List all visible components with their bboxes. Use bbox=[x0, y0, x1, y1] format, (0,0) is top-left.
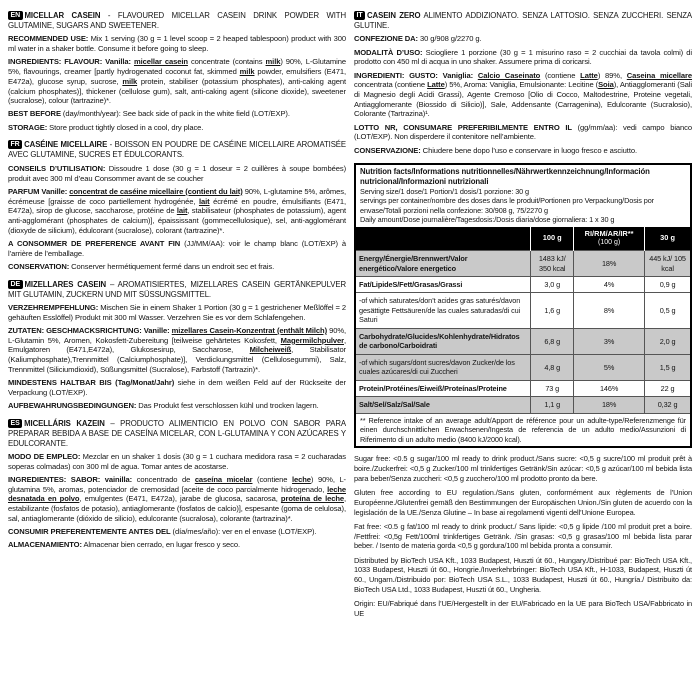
allergen-text: milk bbox=[122, 76, 138, 86]
paragraph bbox=[8, 262, 346, 272]
section-title: MIZELLARES CASEIN bbox=[24, 279, 107, 289]
section-heading bbox=[354, 11, 692, 31]
nutrition-servings-per-container: servings per container/nombre des doses dans le produit/Portionen pro Verpackung/Dosis por envase/Totali porzioni nella confezione: 30/908 g, 75/2270 g bbox=[360, 196, 654, 215]
left-column bbox=[8, 11, 346, 692]
text-run: concentrado de bbox=[136, 475, 195, 484]
text-run: MODALITÀ D’USO: bbox=[354, 47, 423, 57]
right-sections bbox=[354, 11, 692, 155]
allergen-text: proteína de leche bbox=[280, 494, 344, 504]
nutrition-row bbox=[356, 380, 690, 396]
text-run: (gg/mm/aa): vedi campo bianco (LOT/EXP). Non disperdere il contenitore nell’ambiente. bbox=[354, 122, 692, 142]
text-run: MINDESTENS HALTBAR BIS (Tag/Monat/Jahr) bbox=[8, 378, 175, 387]
allergen-text: milk bbox=[239, 67, 255, 77]
text-run: INGREDIENTS: FLAVOUR: Vanilla: bbox=[8, 57, 134, 67]
nutrition-label-column-header bbox=[356, 227, 531, 251]
paragraph bbox=[354, 123, 692, 142]
section-heading bbox=[8, 140, 346, 160]
allergen-text: milk bbox=[265, 57, 281, 67]
nutrition-column-header bbox=[574, 227, 645, 251]
nutrition-table bbox=[356, 227, 690, 413]
fat-free-note: Fat free: <0.5 g fat/100 ml ready to drink product./ Sans lipide: <0,5 g lipide /100 ml produit pret a boire. /Fettfrei: <0,5g Fett/100ml trinkfertiges Getränk. /Sin grasas: <0,5 g grasas/100 ml bebida lista parar beber. / Isento de materia gorda <0,5 g gordura/100 ml bebida pronta a consumir. bbox=[354, 521, 692, 551]
nutrition-row bbox=[356, 276, 690, 292]
text-run: protein, stabiliser (potassium phosphates), anti-caking agent (calcium phosphates)], thickener (cellulose gum), salt, anti-caking agent (silicone dioxide), sweetener (sucralose), colour (tartrazine)*. bbox=[8, 76, 346, 106]
text-run: Mezclar en un shaker 1 dosis (30 g = 1 cuchara medidora rasa = 2 cucharadas soperas colmadas) con 300 ml de agua. Tomar antes de acostarse. bbox=[8, 452, 346, 471]
text-run: , emulgentes (E471, E472a), jarabe de glucosa, sacarosa, bbox=[79, 494, 281, 504]
allergen-text: Milcheiweiß bbox=[249, 345, 292, 355]
allergen-text: leche desnatada en polvo bbox=[8, 484, 346, 504]
value-per-30g: 2,0 g bbox=[645, 328, 690, 354]
allergen-text: lait bbox=[176, 206, 188, 216]
paragraph bbox=[8, 187, 346, 236]
lang-badge-en: EN bbox=[8, 11, 23, 20]
text-run: Mix 1 serving (30 g = 1 level scoop = 2 heaped tablespoon) product with 300 ml water in a shaker bottle. Consume it before going to sleep. bbox=[8, 34, 347, 54]
text-run: RECOMMENDED USE: bbox=[8, 34, 89, 44]
paragraph bbox=[8, 452, 346, 471]
section-heading bbox=[8, 280, 346, 300]
column-header-main: 100 g bbox=[542, 232, 562, 242]
nutrition-row bbox=[356, 251, 690, 277]
text-run: PARFUM Vanille: bbox=[8, 186, 70, 196]
text-run: LOTTO NR, CONSUMARE PREFERIBILMENTE ENTRO IL bbox=[354, 122, 572, 132]
text-run: ), Antiagglomeranti (Sali di Magnesio degli Acidi Grassi), Agente Cremoso [Olio di Cocco, Maltodestrine, Proteine vegetali, Antiagglomerante (Biossido di Silicio)], Sale, Addensante (Carragenina), Edulcorante (Sucralosio), Colorante (Tartrazina)¹. bbox=[354, 80, 692, 119]
text-run: Sciogliere 1 porzione (30 g = 1 misurino raso = 2 cucchiai da tavola colmi) di prodotto con 450 ml di acqua in uno shaker. Assumere prima di coricarsi. bbox=[354, 47, 692, 67]
section-en bbox=[8, 11, 346, 132]
paragraph bbox=[8, 57, 346, 106]
value-per-30g: 0,32 g bbox=[645, 397, 690, 413]
text-run: (JJ/MM/AA): voir le champ blanc (LOT/EXP) à l’arrière de l’emballage. bbox=[8, 238, 346, 258]
nutrient-label: -of which sugars/dont sucres/davon Zucker/de los cuales azúcares/di cui Zuccheri bbox=[356, 354, 531, 380]
reference-intake-percent: 3% bbox=[574, 328, 645, 354]
text-run: siehe in dem weißen Feld auf der Rückseite der Verpackung (LOT/EXP). bbox=[8, 378, 346, 397]
text-run: STORAGE: bbox=[8, 122, 48, 132]
text-run: 90%, L-Glutamin 5%, Aromen, Kokosfett-Zubereitung [teilweise gehärtetes Kokosfett, bbox=[8, 325, 346, 345]
paragraph bbox=[8, 475, 346, 524]
text-run: (contiene bbox=[540, 70, 581, 80]
reference-intake-percent: 4% bbox=[574, 276, 645, 292]
text-run: , estabilizante (fosfatos de potasio), antiaglomerante (fosfatos de calcio)], espesante (goma de celulosa), sal, antiaglomerante (dióxido de silicio), edulcorante (sucralosa), colorante (tartrazina)*. bbox=[8, 494, 347, 523]
section-heading bbox=[8, 419, 346, 449]
reference-intake-percent: 18% bbox=[574, 251, 645, 277]
paragraph bbox=[8, 326, 346, 375]
text-run: Mischen Sie in einem Shaker 1 Portion (30 g = 1 gestrichener Meßlöffel = 2 gehäuften Esslöffel) Produkt mit 300 ml Wasser. Verzehren Sie es vor dem Schlafengehen. bbox=[8, 302, 346, 322]
lang-badge-fr: FR bbox=[8, 140, 22, 149]
section-title-separator: - bbox=[100, 11, 118, 20]
section-es bbox=[8, 419, 346, 550]
value-per-30g: 0,5 g bbox=[645, 293, 690, 328]
text-run: powder, emulsifiers (E471, E472a), glucose syrup, sucrose, bbox=[8, 67, 346, 86]
text-run: (day/month/year): See back side of pack in the white field (LOT/EXP). bbox=[60, 109, 290, 119]
text-run: ZUTATEN: GESCHMACKSRICHTUNG: Vanille: bbox=[8, 325, 172, 335]
text-run: CONSERVATION: bbox=[8, 261, 70, 271]
paragraph bbox=[354, 71, 692, 120]
allergen-text: leche bbox=[292, 475, 311, 484]
reference-intake-percent: 8% bbox=[574, 293, 645, 328]
section-de bbox=[8, 280, 346, 411]
text-run: VERZEHREMPFEHLUNG: bbox=[8, 302, 99, 312]
section-title: MICELLAR CASEIN bbox=[24, 11, 101, 20]
allergen-text: concentrat de caséine micellaire (contient du lait) bbox=[69, 186, 243, 196]
section-title: CASEIN ZERO bbox=[367, 11, 421, 20]
column-header-sub: (100 g) bbox=[598, 238, 621, 246]
text-run: Dissoudre 1 dose (30 g = 1 doseur = 2 cuillères à soupe bombées) produit avec 300 ml d’eau Consommer avant de se coucher bbox=[8, 163, 346, 183]
sugar-free-note: Sugar free: <0.5 g sugar/100 ml ready to drink product./Sans sucre: <0,5 g sucre/100 ml produit prêt à boire./Zuckerfrei: <0,5 g Zucker/100 ml trinkfertiges Getränk/Sin azúcar: <0,5 g azúcar/100 ml bebida lista para beber/Senza zuccheri: <0,5 g zucchero/100 ml prodotto pronto da bere. bbox=[354, 454, 692, 483]
section-it bbox=[354, 11, 692, 155]
value-per-30g: 1,5 g bbox=[645, 354, 690, 380]
text-run: CONSUMIR PREFERENTEMENTE ANTES DEL bbox=[8, 527, 171, 537]
nutrition-footnote: ** Reference intake of an average adult/Apport de référence pour un adulte-type/Referenzmenge für einen durchschnittlichen Erwachsenen/Ingesta de referencia de un adulto medio/Assunzioni di Riferimento di un adulto medio (8400 kJ/2000 kcal). bbox=[356, 413, 690, 446]
right-column bbox=[354, 11, 692, 692]
text-run: Store product tightly closed in a cool, dry place. bbox=[47, 122, 204, 132]
text-run: Almacenar bien cerrado, en lugar fresco y seco. bbox=[81, 540, 241, 550]
nutrition-table-head bbox=[356, 227, 690, 251]
text-run: , stabilisateur (phosphates de potassium), agent anti-agglomérant (phosphates de calcium)], épaississant (gommecellulosique), sel, anti-agglomérant (dioxyde de silicium), édulcorant (sucralose), colorant (tartrazine)*. bbox=[8, 206, 346, 235]
section-subtitle: AROMATISIERTES, MIZELLARES CASEIN GERTÄNKEPULVER MIT GLUTAMIN, ZUCKERN UND MIT SÜSSUNGSMITTEL. bbox=[8, 279, 346, 299]
lang-badge-es: ES bbox=[8, 419, 22, 428]
value-per-100g: 1483 kJ/ 350 kcal bbox=[531, 251, 574, 277]
text-run: INGREDIENTES: SABOR: vainilla: bbox=[8, 475, 137, 484]
paragraph bbox=[8, 401, 346, 411]
text-run: (contiene bbox=[252, 475, 292, 484]
distributor-note: Distributed by BioTech USA Kft., 1033 Budapest, Huszti út 60., Hungary./Distribué par: BioTech USA Kft., 1033 Budapest, Huszti út 60., Hongrie./Inverkehrbringer: BioTech USA Kft., H-1033, Budapest, Huszti út 60., Ungarn./Distribuido por: BioTech USA S.L., 1033 Budapest, Huszti út 60., Hungría./ Distribuito da: BioTech USA Ltd., 1033 Budapest, Huszti út 60., Ungheria. bbox=[354, 555, 692, 594]
allergen-text: Latte bbox=[427, 80, 445, 90]
paragraph bbox=[8, 303, 346, 322]
value-per-100g: 3,0 g bbox=[531, 276, 574, 292]
text-run: concentrata (contiene bbox=[354, 80, 428, 90]
section-subtitle: BOISSON EN POUDRE DE CASÉINE MICELLAIRE AROMATISÉE AVEC GLUTAMINE, SUCRES ET ÉDULCORANTS. bbox=[8, 140, 347, 160]
text-run: concentrate (contains bbox=[187, 57, 266, 67]
allergen-text: caseína micelar bbox=[194, 475, 253, 484]
text-run: Das Produkt fest verschlossen kühl und trocken lagern. bbox=[136, 400, 319, 410]
paragraph bbox=[8, 378, 346, 397]
value-per-100g: 1,1 g bbox=[531, 397, 574, 413]
text-run: ALMACENAMIENTO: bbox=[8, 540, 82, 550]
paragraph bbox=[8, 239, 346, 258]
nutrition-serving-size: Serving size/1 dose/1 Portion/1 dosis/1 porzione: 30 g bbox=[360, 186, 530, 196]
gluten-free-note: Gluten free according to EU regulation./Sans gluten, conformément aux règlements de l’Union Européenne./Glutenfrei gemäß den Bestimmungen der Europäischen Union./Sin gluten de acuerdo con la legislación de la UE./Senza Glutine – In base ai regolamenti vigenti dell’Unione Europea. bbox=[354, 488, 692, 517]
reference-intake-percent: 18% bbox=[574, 397, 645, 413]
allergen-text: Magermilchpulver bbox=[280, 335, 344, 345]
text-run: ) 89%, bbox=[597, 70, 627, 80]
allergen-text: mizellares Casein-Konzentrat (enthält Milch) bbox=[171, 325, 327, 335]
section-title-separator: – bbox=[106, 279, 118, 289]
text-run: CONSEILS D’UTILISATION: bbox=[8, 163, 106, 173]
text-run: MODO DE EMPLEO: bbox=[8, 452, 81, 462]
text-run: INGREDIENTI: GUSTO: Vaniglia: bbox=[354, 70, 478, 80]
nutrition-daily-amount: Daily amount/Dose journalière/Tagesdosis:/Dosis diaria/dose giornaliera: 1 x 30 g bbox=[360, 215, 615, 225]
nutrient-label: Salt/Sel/Salz/Sal/Sale bbox=[356, 397, 531, 413]
section-subtitle: PRODUCTO ALIMENTICIO EN POLVO CON SABOR PARA PREPARAR BEBIDA A BASE DE CASEÍNA MICELAR, CON L-GLUTAMINA Y CON AZÚCARES Y EDULCORANTE. bbox=[8, 418, 347, 448]
value-per-30g: 445 kJ/ 105 kcal bbox=[645, 251, 690, 277]
nutrition-column-header bbox=[531, 227, 574, 251]
value-per-100g: 6,8 g bbox=[531, 328, 574, 354]
section-fr bbox=[8, 140, 346, 271]
origin-note: Origin: EU/Fabriqué dans l’UE/Hergestellt in der EU/Fabricado en la UE para BioTech USA/Fabbricato in UE bbox=[354, 599, 692, 618]
value-per-100g: 1,6 g bbox=[531, 293, 574, 328]
nutrition-row bbox=[356, 328, 690, 354]
allergen-text: lait bbox=[198, 196, 210, 206]
nutrient-label: Carbohydrate/Glucides/Kohlenhydrate/Hidratos de carbono/Carboidrati bbox=[356, 328, 531, 354]
column-header-main: 30 g bbox=[660, 232, 675, 242]
text-run: A CONSOMMER DE PREFERENCE AVANT FIN bbox=[8, 238, 181, 248]
nutrition-row bbox=[356, 397, 690, 413]
value-per-30g: 22 g bbox=[645, 380, 690, 396]
nutrient-label: Energy/Énergie/Brennwert/Valor energético/Valore energetico bbox=[356, 251, 531, 277]
text-run: Chiudere bene dopo l’uso e conservare in luogo fresco e asciutto. bbox=[420, 145, 637, 155]
allergen-text: Calcio Caseinato bbox=[477, 70, 541, 80]
reference-intake-percent: 146% bbox=[574, 380, 645, 396]
paragraph bbox=[8, 527, 346, 537]
nutrient-label: -of which saturates/don’t acides gras saturés/davon gesättigte Fettsäuren/de las cuales saturadas/di cui Saturi bbox=[356, 293, 531, 328]
reference-intake-percent: 5% bbox=[574, 354, 645, 380]
text-run: Conserver hermétiquement fermé dans un endroit sec et frais. bbox=[69, 261, 275, 271]
section-heading bbox=[8, 11, 346, 31]
section-title: MICELLÁRIS KAZEIN bbox=[24, 418, 105, 428]
section-title: CASÉINE MICELLAIRE bbox=[24, 140, 108, 150]
allergen-text: Soia bbox=[598, 80, 614, 90]
column-header-main: RI/RM/AR/IR** bbox=[584, 228, 634, 238]
value-per-100g: 73 g bbox=[531, 380, 574, 396]
paragraph bbox=[8, 123, 346, 133]
paragraph bbox=[354, 34, 692, 44]
nutrition-header-text bbox=[356, 165, 690, 226]
nutrition-table-body bbox=[356, 251, 690, 413]
section-title-separator: - bbox=[107, 140, 115, 150]
footer-notes bbox=[354, 454, 692, 618]
text-run: ) 90%, L-glutamina 5%, aromas, potenciador de cremosidad [aceite de coco parcialmente hidrogenado, bbox=[8, 475, 346, 494]
nutrition-column-header bbox=[645, 227, 690, 251]
text-run: CONFEZIONE DA: bbox=[354, 34, 418, 44]
section-subtitle: FLAVOURED MICELLAR CASEIN DRINK POWDER WITH GLUTAMINE, SUGARS AND SWEETENER. bbox=[8, 11, 347, 30]
nutrient-label: Protein/Protéines/Eiweiß/Proteínas/Proteine bbox=[356, 380, 531, 396]
text-run: , Stabilisator (Kaliumphosphate),Trennmittel (Calciumphosphate)], Verdickungsmittel (Cellulosegummi), Salz, Trennmittel (Siliciumdioxid), Süßungsmittel (Sucralose), Farbstoff (Tartrazin)*. bbox=[8, 345, 346, 374]
nutrition-row bbox=[356, 354, 690, 380]
section-subtitle: ALIMENTO ADDIZIONATO. SENZA LATTOSIO. SENZA ZUCCHERI. SENZA GLUTINE. bbox=[354, 11, 693, 30]
paragraph bbox=[8, 164, 346, 183]
paragraph bbox=[354, 146, 692, 156]
allergen-text: Caseina micellare bbox=[626, 70, 693, 80]
text-run: 30 g/908 g/2270 g. bbox=[418, 34, 482, 44]
paragraph bbox=[354, 48, 692, 67]
text-run: BEST BEFORE bbox=[8, 109, 61, 119]
text-run: , Emulgatoren (E471,E472a), Glukosesirup, Saccharose, bbox=[8, 335, 346, 355]
allergen-text: Latte bbox=[580, 70, 598, 80]
text-run: AUFBEWAHRUNGSBEDINGUNGEN: bbox=[8, 400, 137, 410]
nutrition-header-row bbox=[356, 227, 690, 251]
paragraph bbox=[8, 34, 346, 53]
value-per-30g: 0,9 g bbox=[645, 276, 690, 292]
text-run: (día/mes/año): ver en el envase (LOT/EXP). bbox=[170, 527, 317, 537]
text-run: ) 5%, Aroma: Vaniglia, Emulsionante: Lecitine ( bbox=[444, 80, 599, 90]
text-run: 90%, L-glutamine 5%, arômes, écrémeuse [graisse de coco partiellement hydrogénée, bbox=[8, 186, 346, 206]
nutrition-facts-box bbox=[354, 163, 692, 448]
lang-badge-de: DE bbox=[8, 280, 23, 289]
text-run: CONSERVAZIONE: bbox=[354, 145, 421, 155]
nutrition-row bbox=[356, 293, 690, 328]
paragraph bbox=[8, 109, 346, 119]
paragraph bbox=[8, 540, 346, 550]
section-title-separator: – bbox=[104, 418, 121, 428]
nutrition-title: Nutrition facts/Informations nutritionnelles/Nährwertkennzeichnung/Información nutricional/Informazioni nutrizionali bbox=[360, 167, 650, 187]
value-per-100g: 4,8 g bbox=[531, 354, 574, 380]
nutrient-label: Fat/LipideS/Fett/Grasas/Grassi bbox=[356, 276, 531, 292]
lang-badge-it: IT bbox=[354, 11, 365, 20]
text-run: écrémé en poudre, émulsifiants (E471, E472a), sirop de glucose, saccharose, protéine de bbox=[8, 196, 346, 216]
text-run: ) 90%, L-Glutamine 5%, flavourings, creamer [partly hydrogenated coconut fat, skimmed bbox=[8, 57, 346, 77]
allergen-text: micellar casein bbox=[133, 57, 188, 67]
